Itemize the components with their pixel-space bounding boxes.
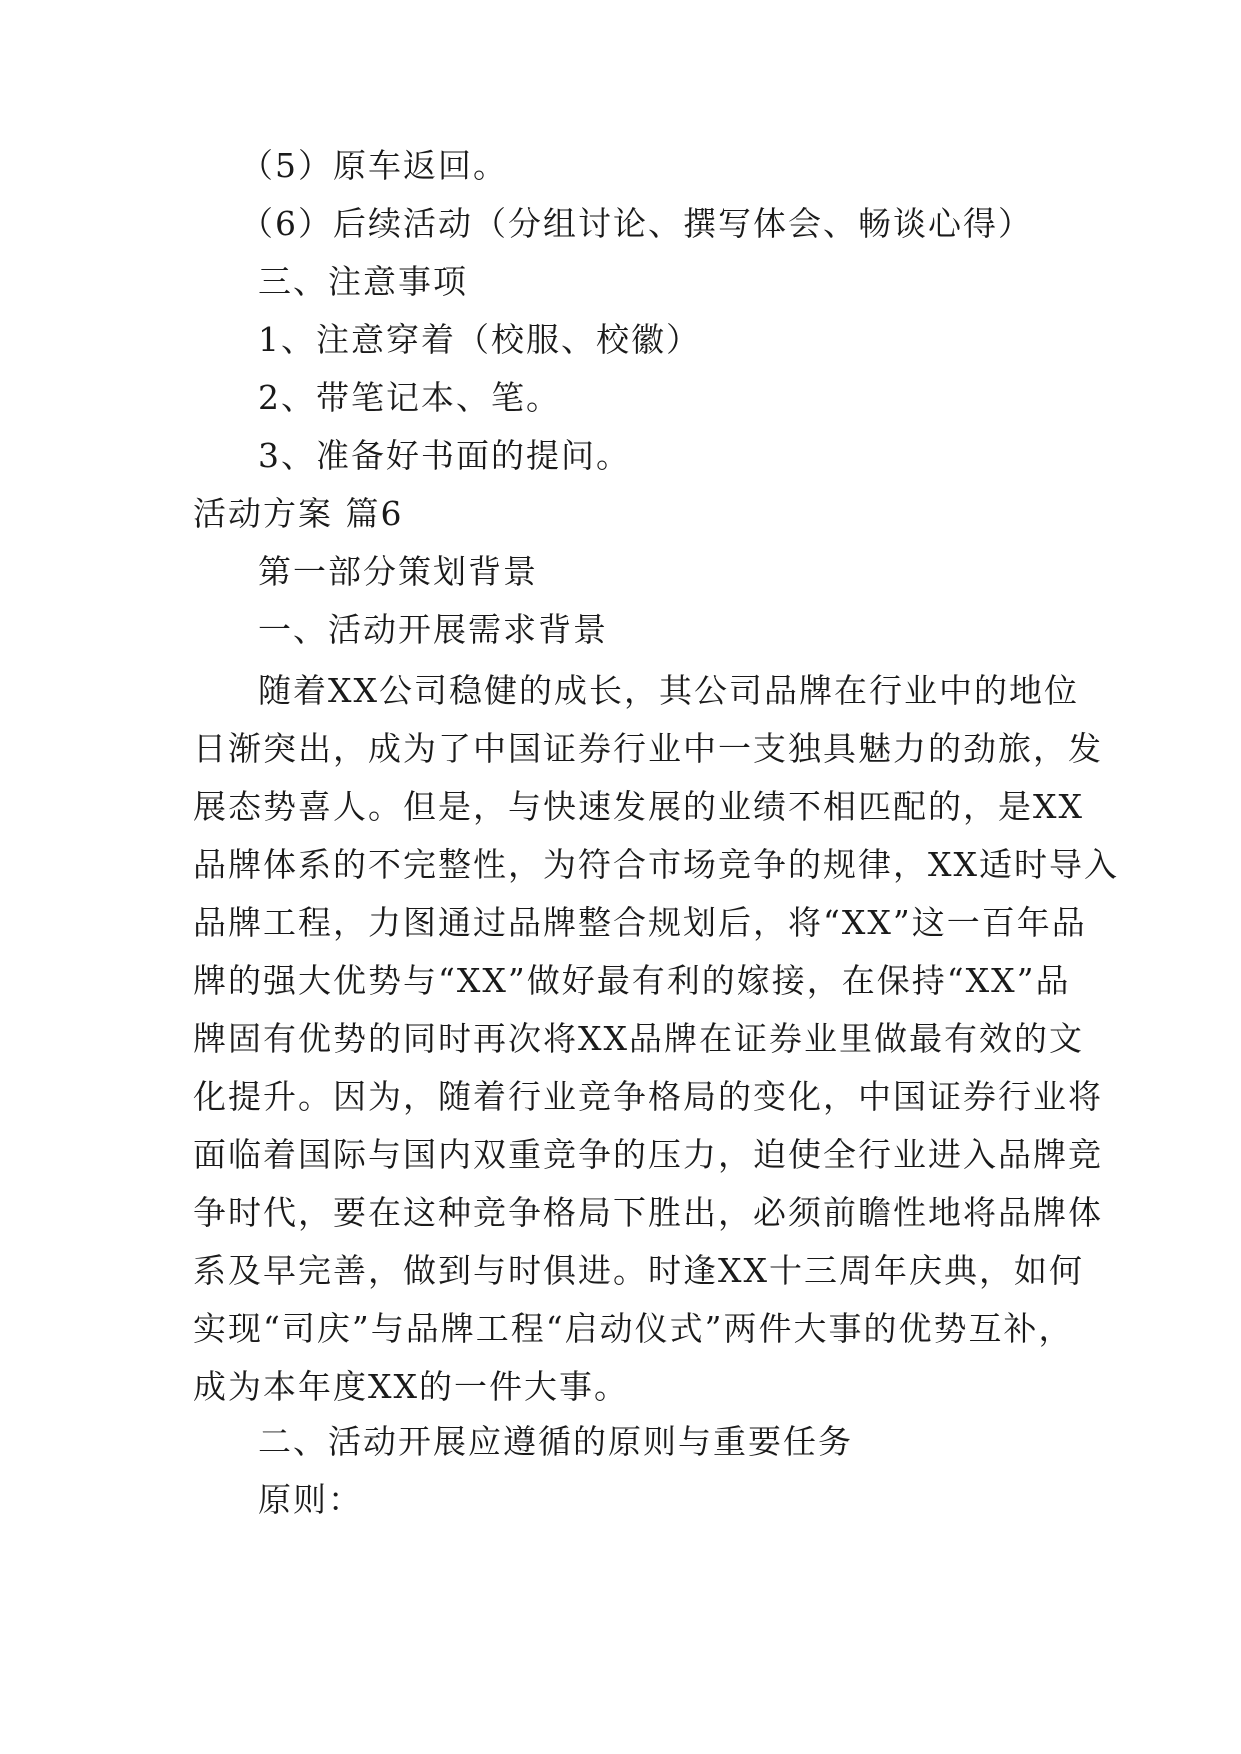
list-item-notebook: 2、带笔记本、笔。 [258, 378, 561, 417]
principle-label: 原则： [258, 1480, 363, 1519]
heading-notes: 三、注意事项 [258, 262, 468, 301]
list-item-return: （5）原车返回。 [240, 146, 508, 185]
paragraph-line: 争时代，要在这种竞争格局下胜出，必须前瞻性地将品牌体 [193, 1193, 1103, 1232]
section-heading: 活动方案 篇6 [193, 494, 404, 533]
paragraph-line: 展态势喜人。但是，与快速发展的业绩不相匹配的，是XX [193, 787, 1084, 826]
list-item-attire: 1、注意穿着（校服、校徽） [258, 320, 701, 359]
subheading-demand-background: 一、活动开展需求背景 [258, 610, 608, 649]
list-item-questions: 3、准备好书面的提问。 [258, 436, 631, 475]
paragraph-line: 品牌工程，力图通过品牌整合规划后，将“XX”这一百年品 [193, 903, 1087, 942]
paragraph-line: 牌固有优势的同时再次将XX品牌在证券业里做最有效的文 [193, 1019, 1084, 1058]
paragraph-line: 随着XX公司稳健的成长，其公司品牌在行业中的地位 [258, 671, 1079, 710]
paragraph-line: 面临着国际与国内双重竞争的压力，迫使全行业进入品牌竞 [193, 1135, 1103, 1174]
paragraph-line: 系及早完善，做到与时俱进。时逢XX十三周年庆典，如何 [193, 1251, 1084, 1290]
part-title: 第一部分策划背景 [258, 552, 538, 591]
list-item-followup: （6）后续活动（分组讨论、撰写体会、畅谈心得） [240, 204, 1033, 243]
background-paragraph [193, 662, 1119, 1416]
paragraph-line: 品牌体系的不完整性，为符合市场竞争的规律，XX适时导入 [193, 845, 1119, 884]
paragraph-line: 日渐突出，成为了中国证券行业中一支独具魅力的劲旅，发 [193, 729, 1103, 768]
paragraph-line: 牌的强大优势与“XX”做好最有利的嫁接，在保持“XX”品 [193, 961, 1071, 1000]
paragraph-line: 化提升。因为，随着行业竞争格局的变化，中国证券行业将 [193, 1077, 1103, 1116]
paragraph-line: 实现“司庆”与品牌工程“启动仪式”两件大事的优势互补， [193, 1309, 1074, 1348]
subheading-principles-tasks: 二、活动开展应遵循的原则与重要任务 [258, 1422, 853, 1461]
paragraph-line: 成为本年度XX的一件大事。 [193, 1367, 629, 1406]
